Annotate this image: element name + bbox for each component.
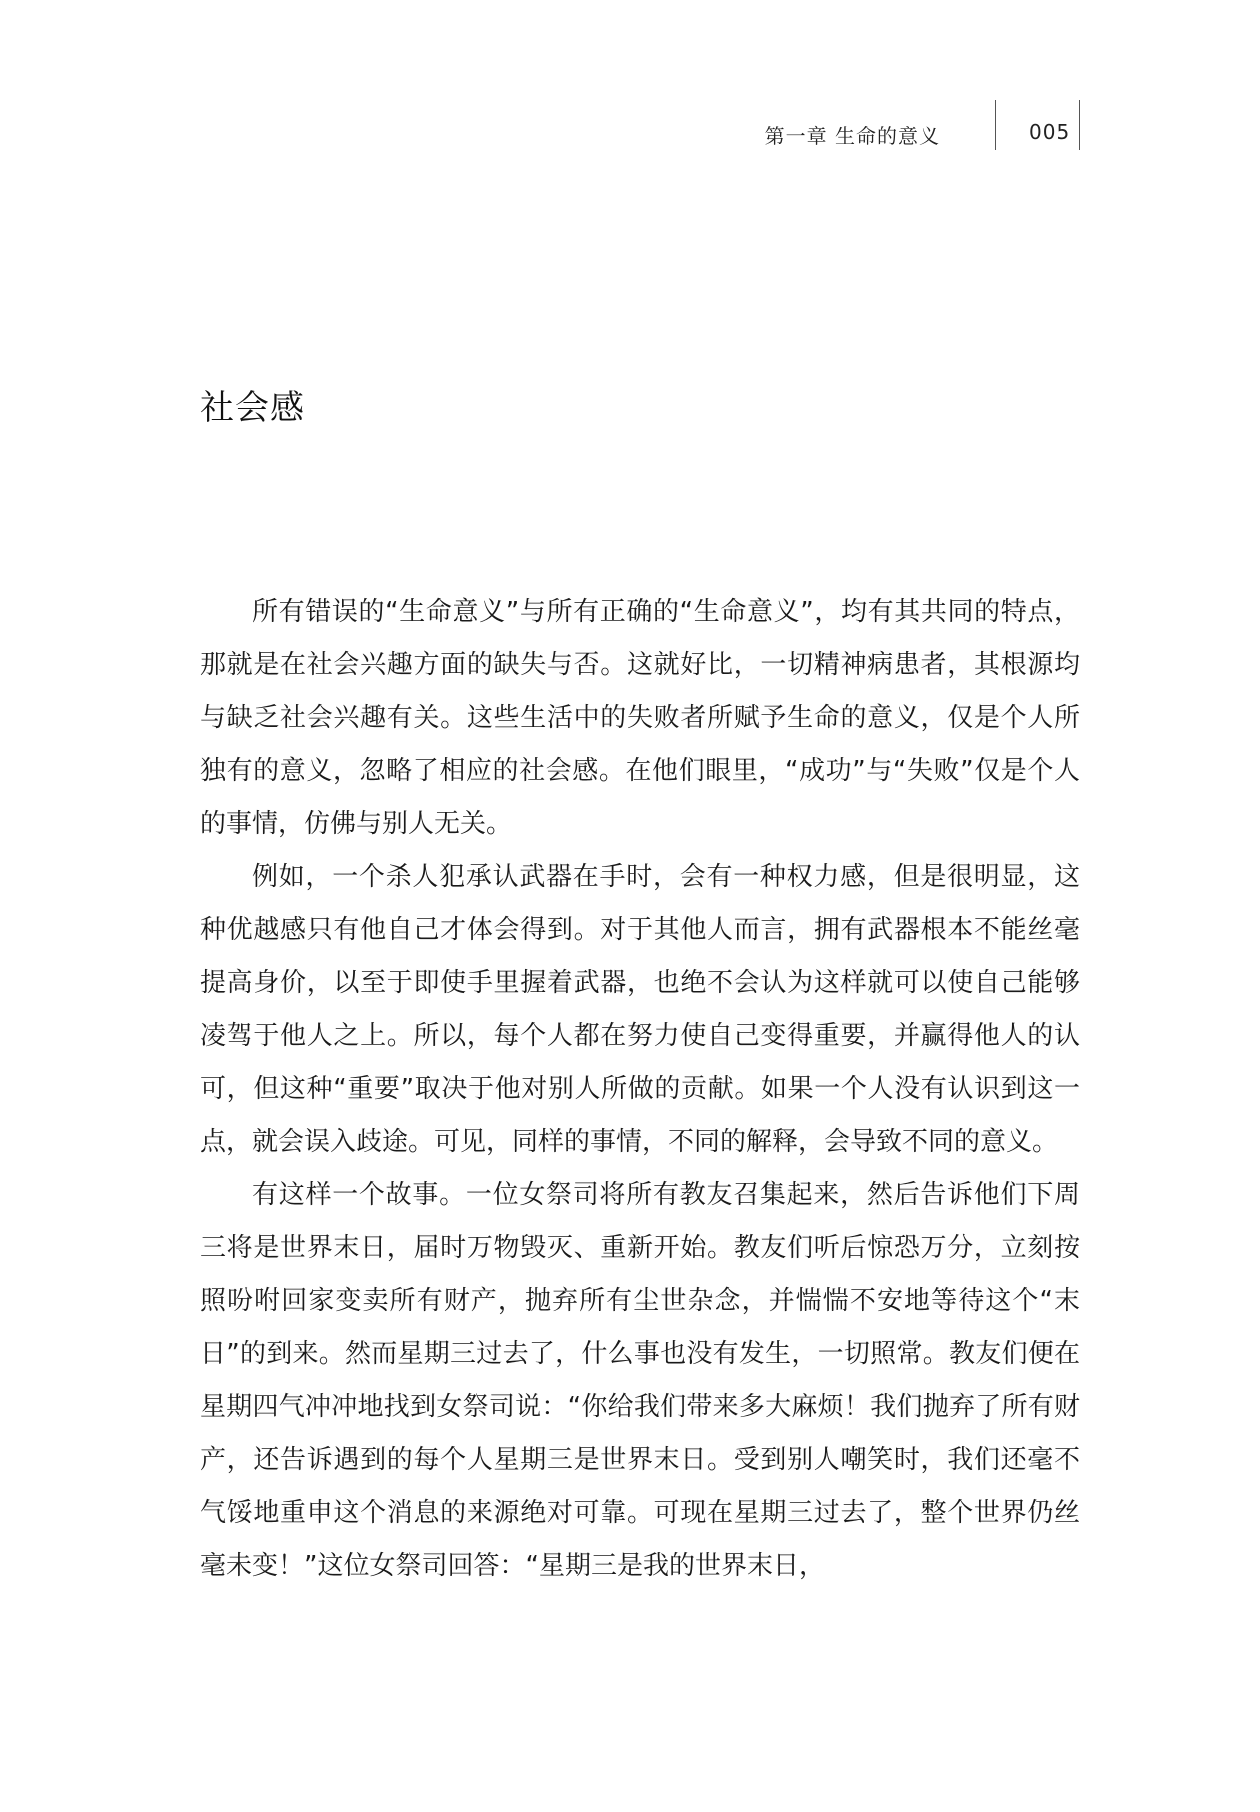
running-header — [0, 100, 1260, 152]
header-divider-right — [1079, 100, 1080, 150]
header-divider-left — [995, 100, 996, 150]
section-title: 社会感 — [200, 388, 305, 428]
paragraph: 有这样一个故事。一位女祭司将所有教友召集起来，然后告诉他们下周三将是世界末日，届时万物毁灭、重新开始。教友们听后惊恐万分，立刻按照吩咐回家变卖所有财产，抛弃所有尘世杂念，并惴惴不安地等待这个“末日”的到来。然而星期三过去了，什么事也没有发生，一切照常。教友们便在星期四气冲冲地找到女祭司说：“你给我们带来多大麻烦！我们抛弃了所有财产，还告诉遇到的每个人星期三是世界末日。受到别人嘲笑时，我们还毫不气馁地重申这个消息的来源绝对可靠。可现在星期三过去了，整个世界仍丝毫未变！”这位女祭司回答：“星期三是我的世界末日， — [200, 1180, 1080, 1581]
paragraph: 例如，一个杀人犯承认武器在手时，会有一种权力感，但是很明显，这种优越感只有他自己才体会得到。对于其他人而言，拥有武器根本不能丝毫提高身价，以至于即使手里握着武器，也绝不会认为这样就可以使自己能够凌驾于他人之上。所以，每个人都在努力使自己变得重要，并赢得他人的认可，但这种“重要”取决于他对别人所做的贡献。如果一个人没有认识到这一点，就会误入歧途。可见，同样的事情，不同的解释，会导致不同的意义。 — [200, 862, 1080, 1157]
page-number: 005 — [1029, 120, 1071, 144]
chapter-title: 第一章 生命的意义 — [764, 124, 940, 148]
body-text — [200, 586, 1080, 1593]
paragraph: 所有错误的“生命意义”与所有正确的“生命意义”，均有其共同的特点，那就是在社会兴趣方面的缺失与否。这就好比，一切精神病患者，其根源均与缺乏社会兴趣有关。这些生活中的失败者所赋予生命的意义，仅是个人所独有的意义，忽略了相应的社会感。在他们眼里，“成功”与“失败”仅是个人的事情，仿佛与别人无关。 — [200, 597, 1080, 839]
